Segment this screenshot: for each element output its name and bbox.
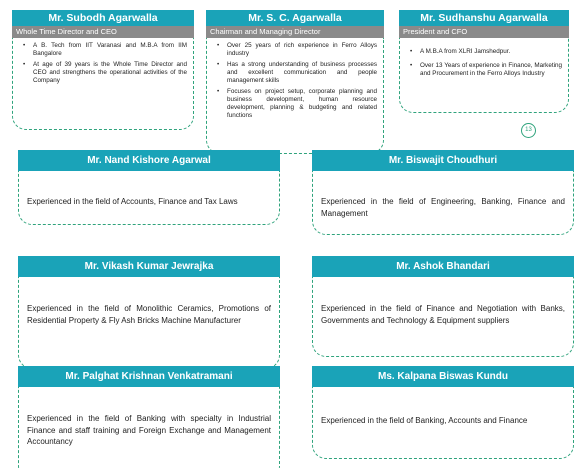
director-experience: Experienced in the field of Accounts, Finance and Tax Laws bbox=[18, 171, 280, 225]
bullet-list bbox=[19, 42, 187, 85]
director-card-vikash bbox=[18, 256, 280, 369]
director-experience: Experienced in the field of Engineering, Banking, Finance and Management bbox=[312, 171, 574, 235]
profile-role: President and CFO bbox=[399, 26, 569, 38]
bullet-item: • Over 13 Years of experience in Finance, Marketing and Procurement in the Ferro Alloys Industry bbox=[406, 62, 562, 78]
page-number: 13 bbox=[521, 123, 536, 138]
director-card-kalpana bbox=[312, 366, 574, 459]
profile-role: Whole Time Director and CEO bbox=[12, 26, 194, 38]
profile-name: Mr. Sudhanshu Agarwalla bbox=[399, 10, 569, 26]
director-role: Independent Director bbox=[18, 171, 138, 187]
director-experience: Experienced in the field of Finance and Negotiation with Banks, Governments and Technology & Equipment suppliers bbox=[312, 277, 574, 357]
director-role: Independent Director bbox=[312, 277, 424, 293]
director-name: Mr. Biswajit Choudhuri bbox=[312, 150, 574, 171]
bullet-item: • Over 25 years of rich experience in Ferro Alloys industry bbox=[213, 42, 377, 58]
profile-name: Mr. S. C. Agarwalla bbox=[206, 10, 384, 26]
director-card-ashok bbox=[312, 256, 574, 357]
bullet-item: • A B. Tech from IIT Varanasi and M.B.A from IIM Bangalore bbox=[19, 42, 187, 58]
director-experience: Experienced in the field of Banking with specialty in Industrial Finance and staff training and Foreign Exchange and Management Accountancy bbox=[18, 387, 280, 468]
profile-card-sudhanshu bbox=[399, 10, 569, 113]
director-name: Ms. Kalpana Biswas Kundu bbox=[312, 366, 574, 387]
director-name: Mr. Vikash Kumar Jewrajka bbox=[18, 256, 280, 277]
director-card-biswajit bbox=[312, 150, 574, 235]
profile-details bbox=[206, 38, 384, 154]
bullet-item: • At age of 39 years is the Whole Time Director and CEO and strengthens the operational activities of the Company bbox=[19, 61, 187, 85]
director-role: Independent Director bbox=[312, 171, 412, 187]
director-role: Independent Director bbox=[312, 387, 426, 403]
director-experience: Experienced in the field of Banking, Accounts and Finance bbox=[312, 387, 574, 459]
bullet-list bbox=[406, 48, 562, 78]
profile-details bbox=[12, 38, 194, 130]
director-name: Mr. Palghat Krishnan Venkatramani bbox=[18, 366, 280, 387]
director-card-palghat bbox=[18, 366, 280, 468]
bullet-item: • Focuses on project setup, corporate planning and business development, human resource development, planning & budgeting and related functions bbox=[213, 88, 377, 120]
director-name: Mr. Nand Kishore Agarwal bbox=[18, 150, 280, 171]
profile-card-sc bbox=[206, 10, 384, 154]
director-role: Independent Director bbox=[18, 277, 138, 293]
director-name: Mr. Ashok Bhandari bbox=[312, 256, 574, 277]
profile-card-subodh bbox=[12, 10, 194, 130]
bullet-list bbox=[213, 42, 377, 120]
profile-role: Chairman and Managing Director bbox=[206, 26, 384, 38]
director-card-nand-kishore bbox=[18, 150, 280, 225]
bullet-item: • Has a strong understanding of business processes and excellent communication and people management skills bbox=[213, 61, 377, 85]
profile-name: Mr. Subodh Agarwalla bbox=[12, 10, 194, 26]
director-experience: Experienced in the field of Monolithic Ceramics, Promotions of Residential Property & Fly Ash Bricks Machine Manufacturer bbox=[18, 277, 280, 369]
profile-details bbox=[399, 38, 569, 113]
bullet-item: • A M.B.A from XLRI Jamshedpur. bbox=[406, 48, 562, 56]
director-role: Independent Director bbox=[18, 387, 138, 403]
